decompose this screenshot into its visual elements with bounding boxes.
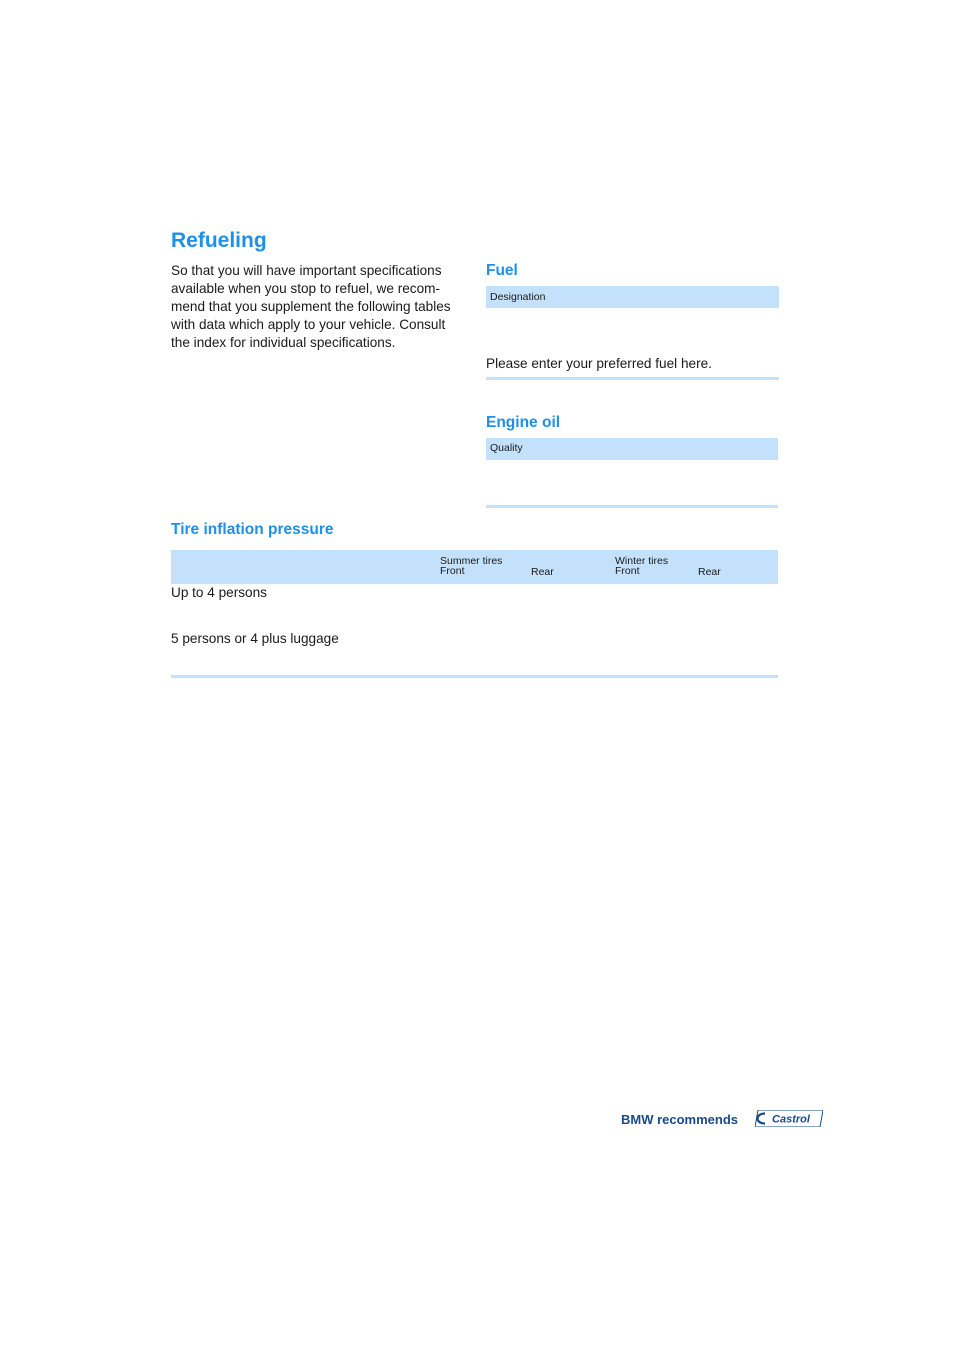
engine-oil-rule [486,505,778,508]
winter-front-label: Front [615,565,640,577]
bmw-recommends-text: BMW recommends [621,1112,739,1127]
tire-pressure-rule [171,675,778,678]
fuel-designation-label: Designation [490,291,546,303]
page-title: Refueling [171,229,267,252]
engine-oil-heading: Engine oil [486,414,561,431]
intro-line: mend that you supplement the following tables [171,299,451,314]
intro-line: available when you stop to refuel, we recom- [171,281,440,296]
tire-pressure-heading: Tire inflation pressure [171,521,334,538]
tire-row-label: 5 persons or 4 plus luggage [171,631,339,646]
intro-line: So that you will have important specifications [171,263,442,278]
castrol-logo-text: Castrol [772,1113,810,1126]
engine-oil-table-header [486,438,778,460]
summer-front-label: Front [440,565,465,577]
fuel-heading: Fuel [486,262,518,279]
engine-oil-quality-label: Quality [490,442,523,454]
tire-row-label: Up to 4 persons [171,585,267,600]
winter-tires-label: Winter tires [615,555,669,567]
summer-rear-label: Rear [531,566,554,578]
winter-rear-label: Rear [698,566,721,578]
summer-tires-label: Summer tires [440,555,503,567]
castrol-logo [755,1110,823,1127]
intro-line: with data which apply to your vehicle. Consult [171,317,446,332]
tire-pressure-table-header [171,550,778,584]
intro-paragraph [171,262,471,352]
fuel-rule [486,377,779,380]
fuel-note: Please enter your preferred fuel here. [486,356,712,371]
intro-line: the index for individual specifications. [171,335,396,350]
fuel-table-header [486,286,779,308]
